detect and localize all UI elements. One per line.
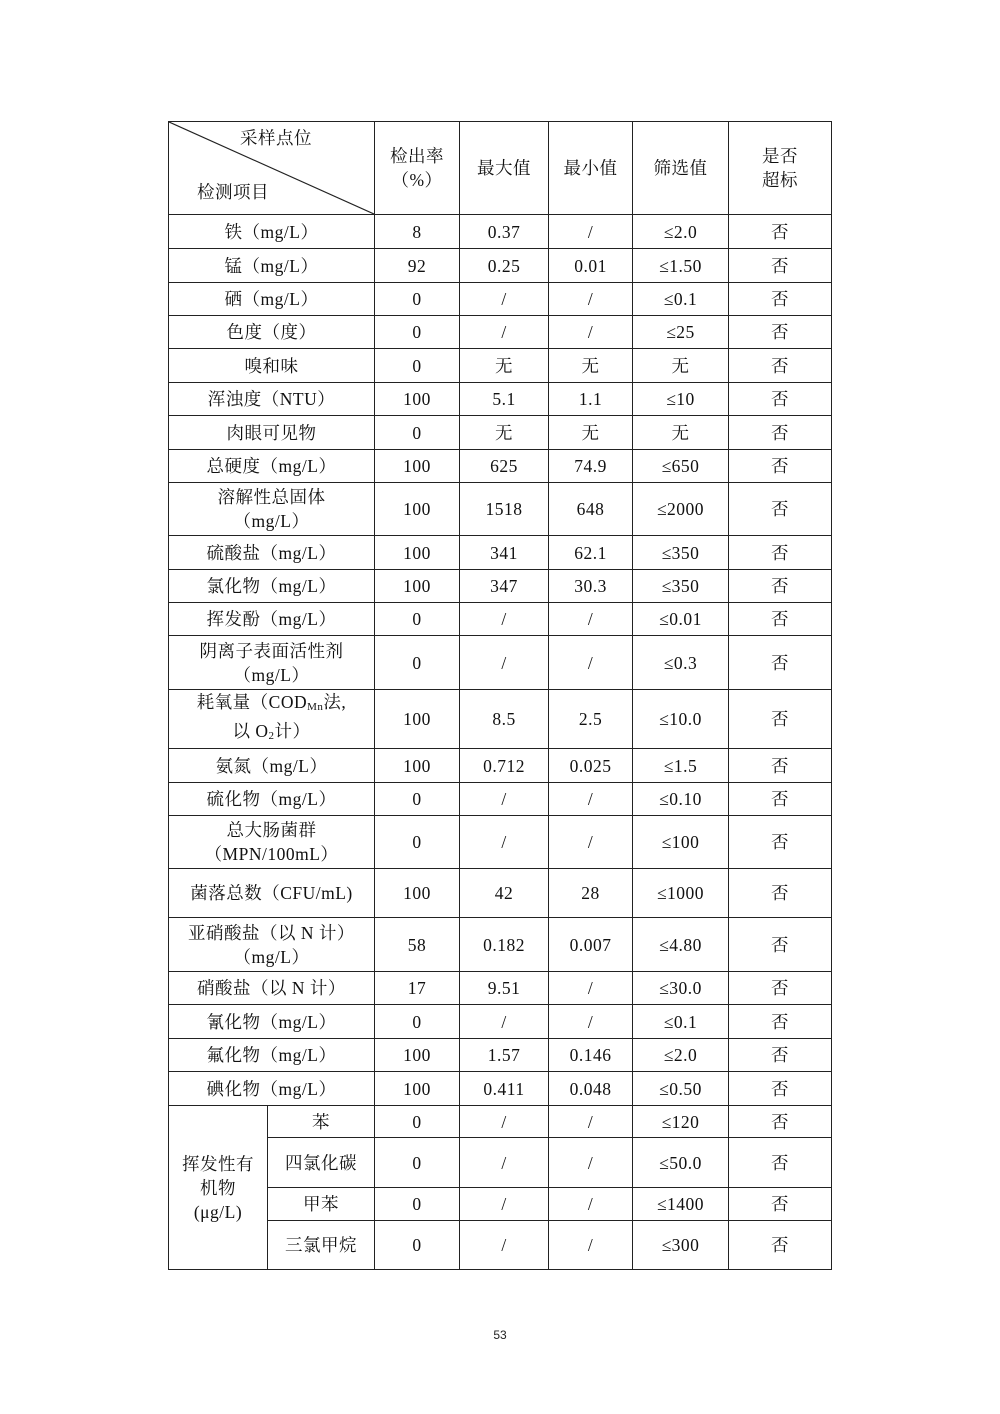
max-value: / [460,816,549,869]
screening-value: ≤650 [633,450,729,483]
max-value: 42 [460,869,549,918]
screening-value: ≤50.0 [633,1138,729,1188]
item-name: 挥发酚（mg/L） [169,603,375,636]
detection-rate: 100 [375,483,460,536]
item-name: 甲苯 [268,1188,375,1221]
exceed-flag: 否 [729,349,832,383]
screening-value: ≤300 [633,1221,729,1270]
table-row [169,783,832,816]
screening-value: ≤0.3 [633,636,729,690]
item-name: 三氯甲烷 [268,1221,375,1270]
screening-value: ≤2000 [633,483,729,536]
exceed-flag: 否 [729,972,832,1005]
detection-rate: 0 [375,316,460,349]
min-value: / [549,816,633,869]
max-value: 9.51 [460,972,549,1005]
exceed-flag: 否 [729,603,832,636]
max-value: 347 [460,570,549,603]
screening-value: ≤25 [633,316,729,349]
table-row [169,1138,832,1188]
exceed-flag: 否 [729,1188,832,1221]
max-value: 1.57 [460,1039,549,1072]
min-value: 0.025 [549,749,633,783]
table-row [169,1072,832,1106]
detection-rate: 100 [375,869,460,918]
screening-value: 无 [633,349,729,383]
max-value: / [460,316,549,349]
page-number: 53 [493,1328,507,1342]
table-row [169,690,832,749]
item-name: 氨氮（mg/L） [169,749,375,783]
max-value: / [460,603,549,636]
exceed-flag: 否 [729,570,832,603]
item-name: 菌落总数（CFU/mL) [169,869,375,918]
max-value: 0.25 [460,249,549,283]
screening-value: ≤1000 [633,869,729,918]
screening-value: ≤1.50 [633,249,729,283]
exceed-flag: 否 [729,536,832,570]
item-name: 氯化物（mg/L） [169,570,375,603]
header-detection-rate: 检出率 （%） [375,122,460,215]
detection-rate: 17 [375,972,460,1005]
screening-value: ≤100 [633,816,729,869]
min-value: / [549,603,633,636]
table-row [169,1005,832,1039]
table-row [169,215,832,249]
screening-value: ≤350 [633,570,729,603]
min-value: 0.146 [549,1039,633,1072]
detection-rate: 58 [375,918,460,972]
exceed-flag: 否 [729,283,832,316]
exceed-flag: 否 [729,1138,832,1188]
screening-value: ≤1.5 [633,749,729,783]
table-row [169,316,832,349]
max-value: 0.182 [460,918,549,972]
header-corner-cell [169,122,375,215]
detection-rate: 0 [375,603,460,636]
item-name: 总硬度（mg/L） [169,450,375,483]
item-name: 碘化物（mg/L） [169,1072,375,1106]
item-name: 硒（mg/L） [169,283,375,316]
item-name: 四氯化碳 [268,1138,375,1188]
min-value: 30.3 [549,570,633,603]
table-row [169,283,832,316]
min-value: 0.01 [549,249,633,283]
item-name: 硫化物（mg/L） [169,783,375,816]
exceed-flag: 否 [729,249,832,283]
header-max: 最大值 [460,122,549,215]
table-row [169,918,832,972]
screening-value: ≤10 [633,383,729,416]
min-value: 28 [549,869,633,918]
exceed-flag: 否 [729,215,832,249]
max-value: 625 [460,450,549,483]
detection-rate: 100 [375,383,460,416]
header-screening-value: 筛选值 [633,122,729,215]
detection-rate: 0 [375,783,460,816]
table-row [169,1188,832,1221]
detection-rate: 100 [375,536,460,570]
max-value: 0.712 [460,749,549,783]
exceed-flag: 否 [729,383,832,416]
min-value: / [549,283,633,316]
exceed-flag: 否 [729,783,832,816]
min-value: / [549,1188,633,1221]
min-value: / [549,1138,633,1188]
exceed-flag: 否 [729,416,832,450]
max-value: / [460,783,549,816]
detection-rate: 0 [375,1005,460,1039]
screening-value: ≤1400 [633,1188,729,1221]
max-value: 5.1 [460,383,549,416]
detection-rate: 0 [375,816,460,869]
item-name: 浑浊度（NTU） [169,383,375,416]
voc-group-label: 挥发性有 机物 (μg/L) [169,1106,268,1270]
detection-rate: 8 [375,215,460,249]
screening-value: ≤0.01 [633,603,729,636]
exceed-flag: 否 [729,816,832,869]
exceed-flag: 否 [729,316,832,349]
screening-value: 无 [633,416,729,450]
table-row [169,636,832,690]
screening-value: ≤0.1 [633,1005,729,1039]
screening-value: ≤0.1 [633,283,729,316]
header-row [169,122,832,215]
exceed-flag: 否 [729,1005,832,1039]
detection-rate: 92 [375,249,460,283]
detection-rate: 0 [375,416,460,450]
min-value: 无 [549,416,633,450]
screening-value: ≤4.80 [633,918,729,972]
table-row [169,483,832,536]
detection-rate: 0 [375,1138,460,1188]
item-name: 肉眼可见物 [169,416,375,450]
screening-value: ≤30.0 [633,972,729,1005]
item-name: 氟化物（mg/L） [169,1039,375,1072]
detection-rate: 100 [375,690,460,749]
detection-rate: 0 [375,1106,460,1138]
header-min: 最小值 [549,122,633,215]
item-name: 氰化物（mg/L） [169,1005,375,1039]
detection-rate: 0 [375,283,460,316]
min-value: 2.5 [549,690,633,749]
item-name: 亚硝酸盐（以 N 计） （mg/L） [169,918,375,972]
min-value: 74.9 [549,450,633,483]
screening-value: ≤2.0 [633,1039,729,1072]
table-row [169,416,832,450]
table-row [169,383,832,416]
item-name: 阴离子表面活性剂 （mg/L） [169,636,375,690]
header-test-item: 检测项目 [197,182,269,202]
min-value: / [549,1005,633,1039]
exceed-flag: 否 [729,869,832,918]
min-value: 648 [549,483,633,536]
screening-value: ≤10.0 [633,690,729,749]
item-name: 锰（mg/L） [169,249,375,283]
detection-rate: 0 [375,1221,460,1270]
table-row [169,816,832,869]
exceed-flag: 否 [729,450,832,483]
item-name: 溶解性总固体 （mg/L） [169,483,375,536]
screening-value: ≤0.10 [633,783,729,816]
max-value: / [460,283,549,316]
min-value: 无 [549,349,633,383]
screening-value: ≤120 [633,1106,729,1138]
max-value: / [460,1106,549,1138]
table-row [169,869,832,918]
exceed-flag: 否 [729,749,832,783]
screening-value: ≤0.50 [633,1072,729,1106]
table-row [169,749,832,783]
min-value: 62.1 [549,536,633,570]
max-value: 1518 [460,483,549,536]
item-name: 硝酸盐（以 N 计） [169,972,375,1005]
max-value: 8.5 [460,690,549,749]
header-sampling-point: 采样点位 [240,128,312,148]
item-name: 总大肠菌群 （MPN/100mL） [169,816,375,869]
exceed-flag: 否 [729,1106,832,1138]
table-row [169,1039,832,1072]
min-value: / [549,1106,633,1138]
item-name: 色度（度） [169,316,375,349]
table-row [169,1106,832,1138]
min-value: / [549,215,633,249]
item-name: 苯 [268,1106,375,1138]
exceed-flag: 否 [729,483,832,536]
max-value: / [460,1188,549,1221]
exceed-flag: 否 [729,690,832,749]
max-value: / [460,1221,549,1270]
exceed-flag: 否 [729,1039,832,1072]
detection-rate: 100 [375,1072,460,1106]
table-row [169,249,832,283]
min-value: / [549,316,633,349]
table-row [169,349,832,383]
min-value: / [549,972,633,1005]
max-value: 0.37 [460,215,549,249]
max-value: / [460,1138,549,1188]
exceed-flag: 否 [729,918,832,972]
detection-rate: 100 [375,450,460,483]
max-value: 0.411 [460,1072,549,1106]
detection-rate: 100 [375,1039,460,1072]
max-value: 无 [460,416,549,450]
monitoring-results-table [168,121,832,1270]
detection-rate: 100 [375,749,460,783]
table-row [169,1221,832,1270]
table-row [169,972,832,1005]
exceed-flag: 否 [729,1072,832,1106]
detection-rate: 100 [375,570,460,603]
item-name: 耗氧量（$COD_{Mn}$法, 以 $O_2$计） [169,690,375,749]
min-value: / [549,1221,633,1270]
table-row [169,603,832,636]
max-value: 无 [460,349,549,383]
min-value: 0.048 [549,1072,633,1106]
table-row [169,570,832,603]
exceed-flag: 否 [729,1221,832,1270]
min-value: 0.007 [549,918,633,972]
table-row [169,450,832,483]
min-value: / [549,783,633,816]
item-name: 嗅和味 [169,349,375,383]
exceed-flag: 否 [729,636,832,690]
max-value: / [460,636,549,690]
item-name: 铁（mg/L） [169,215,375,249]
screening-value: ≤350 [633,536,729,570]
header-exceed: 是否 超标 [729,122,832,215]
table-row [169,536,832,570]
min-value: 1.1 [549,383,633,416]
detection-rate: 0 [375,1188,460,1221]
item-name: 硫酸盐（mg/L） [169,536,375,570]
max-value: 341 [460,536,549,570]
max-value: / [460,1005,549,1039]
screening-value: ≤2.0 [633,215,729,249]
detection-rate: 0 [375,636,460,690]
min-value: / [549,636,633,690]
detection-rate: 0 [375,349,460,383]
